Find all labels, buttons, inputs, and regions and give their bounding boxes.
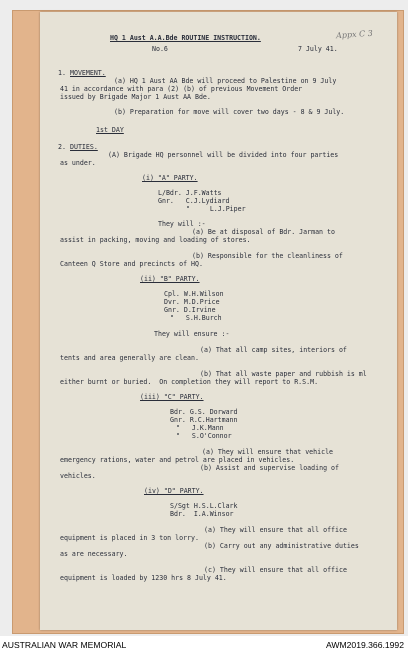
paragraph-line: vehicles. bbox=[60, 472, 96, 480]
party-member: " S.O'Connor bbox=[176, 432, 232, 440]
paragraph-line: (b) Assist and supervise loading of bbox=[200, 464, 339, 472]
section-2-number: 2. bbox=[58, 143, 66, 151]
party-member: L/Bdr. J.F.Watts bbox=[158, 189, 222, 197]
paragraph-line: issued by Brigade Major 1 Aust AA Bde. bbox=[60, 93, 211, 101]
paragraph-line: (b) That all waste paper and rubbish is ml bbox=[200, 370, 367, 378]
party-member: " S.H.Burch bbox=[170, 314, 222, 322]
paragraph-line: (a) HQ 1 Aust AA Bde will proceed to Palestine on 9 July bbox=[114, 77, 337, 85]
instruction-number: No.6 bbox=[152, 45, 168, 53]
archive-footer bbox=[0, 636, 408, 653]
paragraph-line: equipment is loaded by 1230 hrs 8 July 41. bbox=[60, 574, 227, 582]
party-member: Gnr. D.Irvine bbox=[164, 306, 216, 314]
document-title: HQ 1 Aust A.A.Bde ROUTINE INSTRUCTION. bbox=[110, 34, 261, 42]
paragraph-line: (A) Brigade HQ personnel will be divided into four parties bbox=[108, 151, 339, 159]
paragraph-line: (b) Carry out any administrative duties bbox=[204, 542, 359, 550]
party-member: Bdr. I.A.Winsor bbox=[170, 510, 234, 518]
party-member: " J.K.Mann bbox=[176, 424, 224, 432]
party-member: Bdr. G.S. Dorward bbox=[170, 408, 238, 416]
paragraph-line: (b) Preparation for move will cover two days - 8 & 9 July. bbox=[114, 108, 345, 116]
paragraph-line: either burnt or buried. On completion they will report to R.S.M. bbox=[60, 378, 319, 386]
paragraph-line: (a) They will ensure that all office bbox=[204, 526, 347, 534]
party-a-heading: (i) "A" PARTY. bbox=[142, 174, 198, 182]
archive-reference: AWM2019.366.1992 bbox=[325, 640, 404, 650]
paragraph-line: emergency rations, water and petrol are placed in vehicles. bbox=[60, 456, 295, 464]
instruction-lead: They will :- bbox=[158, 220, 206, 228]
party-member: Cpl. W.H.Wilson bbox=[164, 290, 224, 298]
party-member: S/Sgt H.S.L.Clark bbox=[170, 502, 238, 510]
party-member: " L.J.Piper bbox=[186, 205, 246, 213]
paragraph-line: 41 in accordance with para (2) (b) of previous Movement Order bbox=[60, 85, 303, 93]
pencil-annotation: Appx C 3 bbox=[335, 28, 374, 41]
section-1-heading: MOVEMENT. bbox=[70, 69, 106, 77]
paragraph-line: (b) Responsible for the cleanliness of bbox=[192, 252, 343, 260]
paragraph-line: assist in packing, moving and loading of stores. bbox=[60, 236, 251, 244]
party-member: Dvr. M.D.Price bbox=[164, 298, 220, 306]
instruction-lead: They will ensure :- bbox=[154, 330, 230, 338]
paragraph-line: equipment is placed in 3 ton lorry. bbox=[60, 534, 199, 542]
paragraph-line: as are necessary. bbox=[60, 550, 128, 558]
paragraph-line: tents and area generally are clean. bbox=[60, 354, 199, 362]
party-member: Gnr. C.J.Lydiard bbox=[158, 197, 230, 205]
paragraph-line: (a) They will ensure that vehicle bbox=[202, 448, 334, 456]
party-c-heading: (iii) "C" PARTY. bbox=[140, 393, 204, 401]
party-d-heading: (iv) "D" PARTY. bbox=[144, 487, 204, 495]
paragraph-line: Canteen Q Store and precincts of HQ. bbox=[60, 260, 203, 268]
section-1-number: 1. bbox=[58, 69, 66, 77]
document-date: 7 July 41. bbox=[298, 45, 338, 53]
paragraph-line: as under. bbox=[60, 159, 96, 167]
party-b-heading: (ii) "B" PARTY. bbox=[140, 275, 200, 283]
archive-name: AUSTRALIAN WAR MEMORIAL bbox=[2, 640, 127, 650]
section-2-heading: DUTIES. bbox=[70, 143, 98, 151]
paragraph-line: (c) They will ensure that all office bbox=[204, 566, 347, 574]
document-page bbox=[40, 12, 397, 630]
party-member: Gnr. R.C.Hartmann bbox=[170, 416, 238, 424]
paragraph-line: (a) Be at disposal of Bdr. Jarman to bbox=[192, 228, 335, 236]
paragraph-line: (a) That all camp sites, interiors of bbox=[200, 346, 347, 354]
day-heading: 1st DAY bbox=[96, 126, 124, 134]
